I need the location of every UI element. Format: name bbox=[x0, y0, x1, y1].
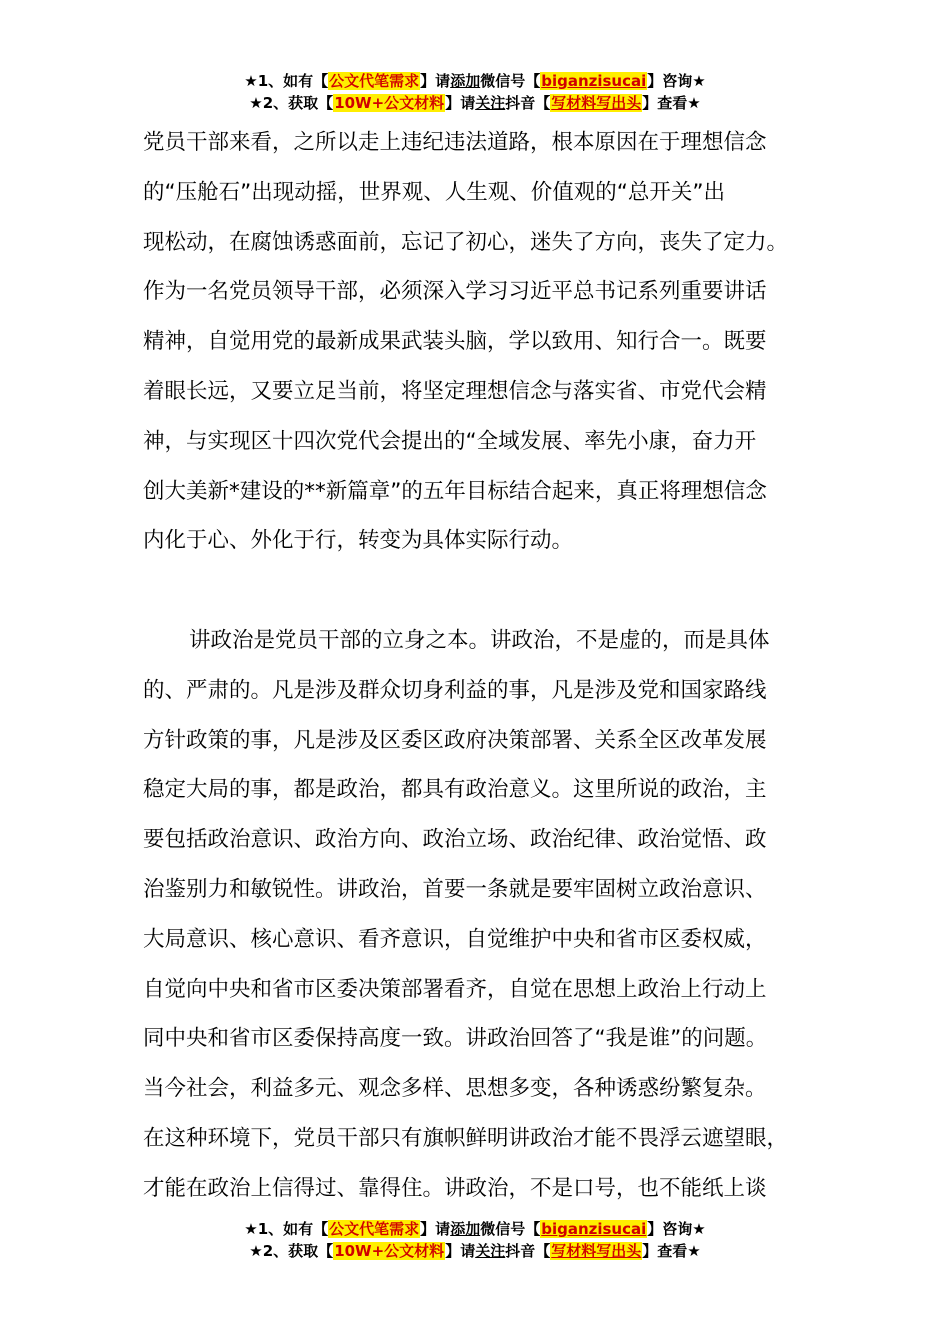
text-line: 要包括政治意识、政治方向、政治立场、政治纪律、政治觉悟、政 bbox=[143, 827, 767, 853]
text-line: 着眼长远，又要立足当前，将坚定理想信念与落实省、市党代会精 bbox=[143, 378, 767, 404]
highlight-douyin-account: 写材料写出头 bbox=[551, 1242, 642, 1260]
banner-text: ★2、获取【 bbox=[249, 1242, 334, 1260]
text-line: 的“压舱石”出现动摇，世界观、人生观、价值观的“总开关”出 bbox=[143, 179, 726, 205]
text-line: 讲政治是党员干部的立身之本。讲政治，不是虚的，而是具体 bbox=[189, 627, 770, 653]
banner-text: 】查看★ bbox=[642, 94, 701, 112]
highlight-materials: 10W+公文材料 bbox=[334, 1242, 445, 1260]
highlight-douyin-account: 写材料写出头 bbox=[551, 94, 642, 112]
text-line: 神，与实现区十四次党代会提出的“全域发展、率先小康，奋力开 bbox=[143, 428, 757, 454]
banner-text: 】请 bbox=[420, 72, 451, 90]
text-line: 稳定大局的事，都是政治，都具有政治意义。这里所说的政治，主 bbox=[143, 777, 767, 803]
banner-text: 】请 bbox=[445, 94, 476, 112]
highlight-ghostwriting: 公文代笔需求 bbox=[329, 72, 420, 90]
text-line: 的、严肃的。凡是涉及群众切身利益的事，凡是涉及党和国家路线 bbox=[143, 677, 767, 703]
text-line: 现松动，在腐蚀诱惑面前，忘记了初心，迷失了方向，丧失了定力。 bbox=[143, 229, 789, 255]
text-line: 精神，自觉用党的最新成果武装头脑，学以致用、知行合一。既要 bbox=[143, 329, 767, 355]
banner-line-2 bbox=[0, 92, 950, 114]
highlight-materials: 10W+公文材料 bbox=[334, 94, 445, 112]
banner-text: 】咨询★ bbox=[647, 72, 706, 90]
highlight-ghostwriting: 公文代笔需求 bbox=[329, 1220, 420, 1238]
text-line: 同中央和省市区委保持高度一致。讲政治回答了“我是谁”的问题。 bbox=[143, 1026, 768, 1052]
banner-line-2 bbox=[0, 1240, 950, 1262]
banner-text: 】请 bbox=[420, 1220, 451, 1238]
paragraph-1 bbox=[143, 118, 833, 566]
text-line: 大局意识、核心意识、看齐意识，自觉维护中央和省市区委权威， bbox=[143, 926, 767, 952]
highlight-wechat-id: biganzisucai bbox=[541, 1220, 647, 1238]
text-line: 内化于心、外化于行，转变为具体实际行动。 bbox=[143, 528, 574, 554]
banner-text: ★1、如有【 bbox=[244, 1220, 329, 1238]
text-line: 治鉴别力和敏锐性。讲政治，首要一条就是要牢固树立政治意识、 bbox=[143, 876, 767, 902]
highlight-wechat-id: biganzisucai bbox=[541, 72, 647, 90]
banner-text: 抖音【 bbox=[505, 94, 551, 112]
banner-text: ★2、获取【 bbox=[249, 94, 334, 112]
banner-text: ★1、如有【 bbox=[244, 72, 329, 90]
text-line: 自觉向中央和省市区委决策部署看齐，自觉在思想上政治上行动上 bbox=[143, 976, 767, 1002]
paragraph-gap bbox=[143, 566, 833, 616]
banner-text: 】请 bbox=[445, 1242, 476, 1260]
document-body bbox=[143, 118, 833, 1214]
text-line: 当今社会，利益多元、观念多样、思想多变，各种诱惑纷繁复杂。 bbox=[143, 1076, 767, 1102]
text-line: 在这种环境下，党员干部只有旗帜鲜明讲政治才能不畏浮云遮望眼， bbox=[143, 1125, 789, 1151]
footer-banner bbox=[0, 1218, 950, 1262]
underlined-follow: 关注 bbox=[475, 94, 506, 112]
banner-line-1 bbox=[0, 1218, 950, 1240]
banner-text: 】咨询★ bbox=[647, 1220, 706, 1238]
banner-text: 抖音【 bbox=[505, 1242, 551, 1260]
header-banner bbox=[0, 70, 950, 114]
banner-text: 微信号【 bbox=[480, 1220, 541, 1238]
text-line: 才能在政治上信得过、靠得住。讲政治，不是口号，也不能纸上谈 bbox=[143, 1175, 767, 1201]
banner-line-1 bbox=[0, 70, 950, 92]
text-line: 党员干部来看，之所以走上违纪违法道路，根本原因在于理想信念 bbox=[143, 130, 767, 155]
banner-text: 】查看★ bbox=[642, 1242, 701, 1260]
text-line: 创大美新*建设的**新篇章”的五年目标结合起来，真正将理想信念 bbox=[143, 478, 767, 504]
banner-text: 微信号【 bbox=[480, 72, 541, 90]
underlined-add: 添加 bbox=[450, 72, 481, 90]
text-line: 方针政策的事，凡是涉及区委区政府决策部署、关系全区改革发展 bbox=[143, 727, 767, 753]
paragraph-2 bbox=[143, 616, 833, 1214]
text-line: 作为一名党员领导干部，必须深入学习习近平总书记系列重要讲话 bbox=[143, 279, 767, 305]
underlined-add: 添加 bbox=[450, 1220, 481, 1238]
underlined-follow: 关注 bbox=[475, 1242, 506, 1260]
